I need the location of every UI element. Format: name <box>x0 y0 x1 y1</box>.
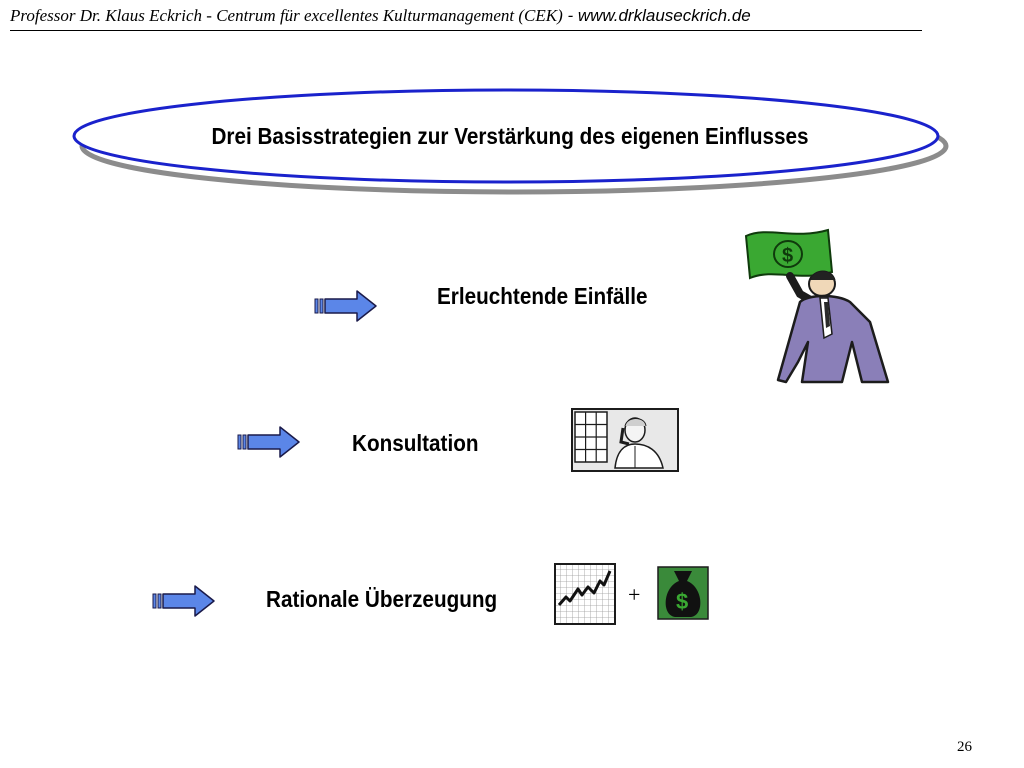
businessman-on-phone-clipart <box>571 408 679 472</box>
svg-text:$: $ <box>782 245 794 267</box>
author-line: Professor Dr. Klaus Eckrich - Centrum für excellentes Kulturmanagement (CEK) <box>10 6 563 25</box>
rising-chart-clipart <box>554 563 616 625</box>
header-separator: - <box>562 6 578 25</box>
arrow-icon <box>236 424 302 460</box>
plus-sign: + <box>628 582 641 607</box>
item-label-rationale-ueberzeugung: Rationale Überzeugung <box>266 586 498 612</box>
arrow-icon <box>313 288 379 324</box>
page-number: 26 <box>957 739 972 755</box>
slide-title: Drei Basisstrategien zur Verstärkung des eigenen Einflusses <box>211 122 809 149</box>
money-bag-clipart <box>657 565 709 621</box>
svg-text:$: $ <box>676 589 689 614</box>
man-waving-dollar-bill-clipart <box>738 222 890 384</box>
item-label-erleuchtende-einfaelle: Erleuchtende Einfälle <box>437 283 648 309</box>
item-label-konsultation: Konsultation <box>352 430 479 456</box>
title-banner <box>70 84 950 196</box>
website-link[interactable]: www.drklauseckrich.de <box>577 6 751 25</box>
arrow-icon <box>151 583 217 619</box>
slide-header <box>10 6 922 31</box>
